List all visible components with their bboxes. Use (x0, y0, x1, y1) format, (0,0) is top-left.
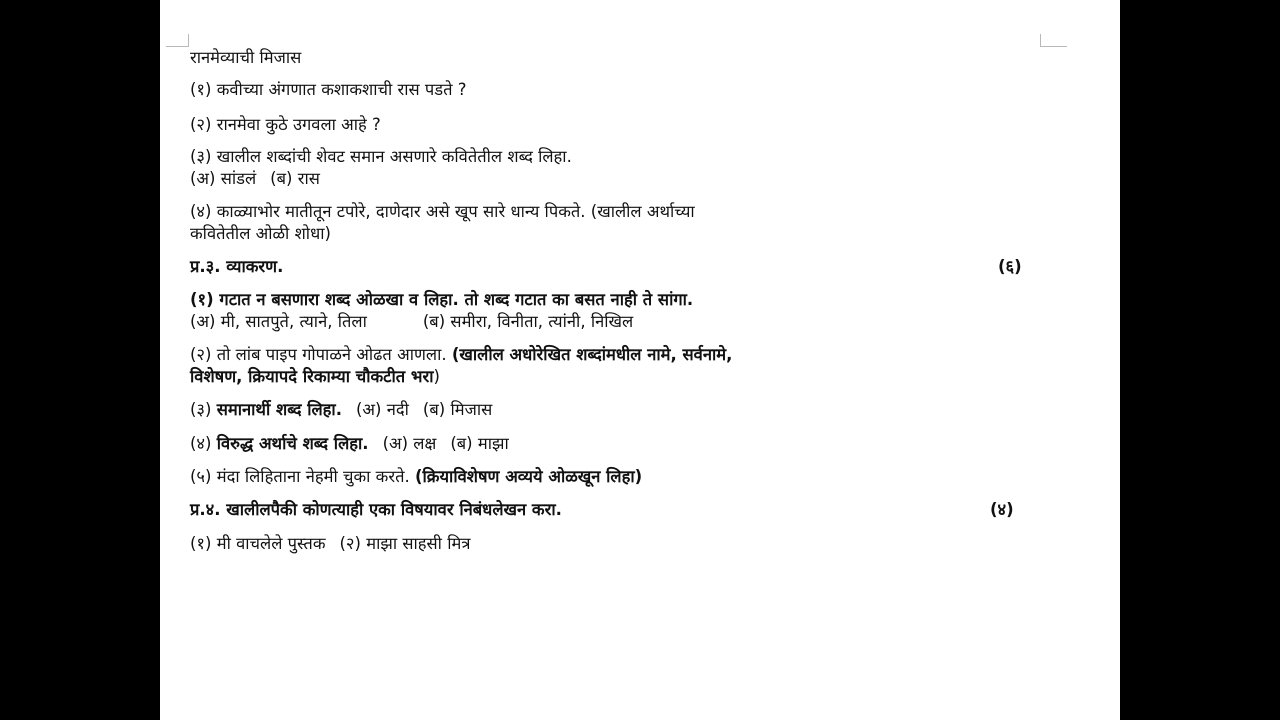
question-item: (२) रानमेवा कुठे उगवला आहे ? (190, 115, 381, 134)
instruction-text: विरुद्ध अर्थाचे शब्द लिहा. (216, 434, 369, 453)
question-item-continued: कवितेतील ओळी शोधा) (190, 224, 331, 243)
option: (अ) लक्ष (382, 434, 437, 453)
option: (अ) सांडलं (190, 169, 257, 188)
question-heading: प्र.४. खालीलपैकी कोणत्याही एका विषयावर निबंधलेखन करा. (190, 500, 562, 519)
margin-corner-mark-right (1040, 34, 1067, 47)
question-item-continued (190, 366, 440, 388)
option: (ब) रास (270, 169, 320, 188)
section-title: रानमेव्याची मिजास (190, 48, 302, 67)
question-item (190, 344, 732, 366)
question-text: (२) तो लांब पाइप गोपाळने ओढत आणला. (190, 345, 452, 364)
marks-label: (६) (998, 257, 1022, 276)
question-item (190, 433, 509, 455)
instruction-text: (खालील अधोरेखित शब्दांमधील नामे, सर्वनामे, (451, 345, 733, 364)
question-item: (१) गटात न बसणारा शब्द ओळखा व लिहा. तो शब्द गटात का बसत नाही ते सांगा. (190, 290, 694, 309)
option-row (190, 533, 470, 555)
question-item: (३) खालील शब्दांची शेवट समान असणारे कवितेतील शब्द लिहा. (190, 147, 572, 166)
question-item (190, 399, 492, 421)
option: (अ) मी, सातपुते, त्याने, तिला (190, 312, 367, 331)
closing-paren: ) (433, 367, 440, 386)
option: (ब) माझा (450, 434, 509, 453)
option: (१) मी वाचलेले पुस्तक (190, 534, 326, 553)
question-text: (५) मंदा लिहिताना नेहमी चुका करते. (190, 467, 415, 486)
instruction-text: समानार्थी शब्द लिहा. (216, 400, 342, 419)
instruction-text: विशेषण, क्रियापदे रिकाम्या चौकटीत भरा (190, 367, 434, 386)
question-item (190, 466, 642, 488)
question-item: (४) काळ्याभोर मातीतून टपोरे, दाणेदार असे खूप सारे धान्य पिकते. (खालील अर्थाच्या (190, 202, 695, 221)
document-page (160, 0, 1120, 720)
option: (ब) समीरा, विनीता, त्यांनी, निखिल (422, 312, 634, 331)
marks-label: (४) (990, 500, 1014, 519)
option: (अ) नदी (355, 400, 409, 419)
instruction-text: (क्रियाविशेषण अव्यये ओळखून लिहा) (414, 467, 643, 486)
margin-corner-mark-left (166, 34, 189, 47)
option-row (190, 311, 633, 333)
item-number: (३) (190, 400, 217, 419)
option-row (190, 168, 320, 190)
question-heading: प्र.३. व्याकरण. (190, 257, 284, 276)
item-number: (४) (190, 434, 217, 453)
option: (२) माझा साहसी मित्र (339, 534, 471, 553)
question-item: (१) कवीच्या अंगणात कशाकशाची रास पडते ? (190, 80, 467, 99)
option: (ब) मिजास (422, 400, 493, 419)
